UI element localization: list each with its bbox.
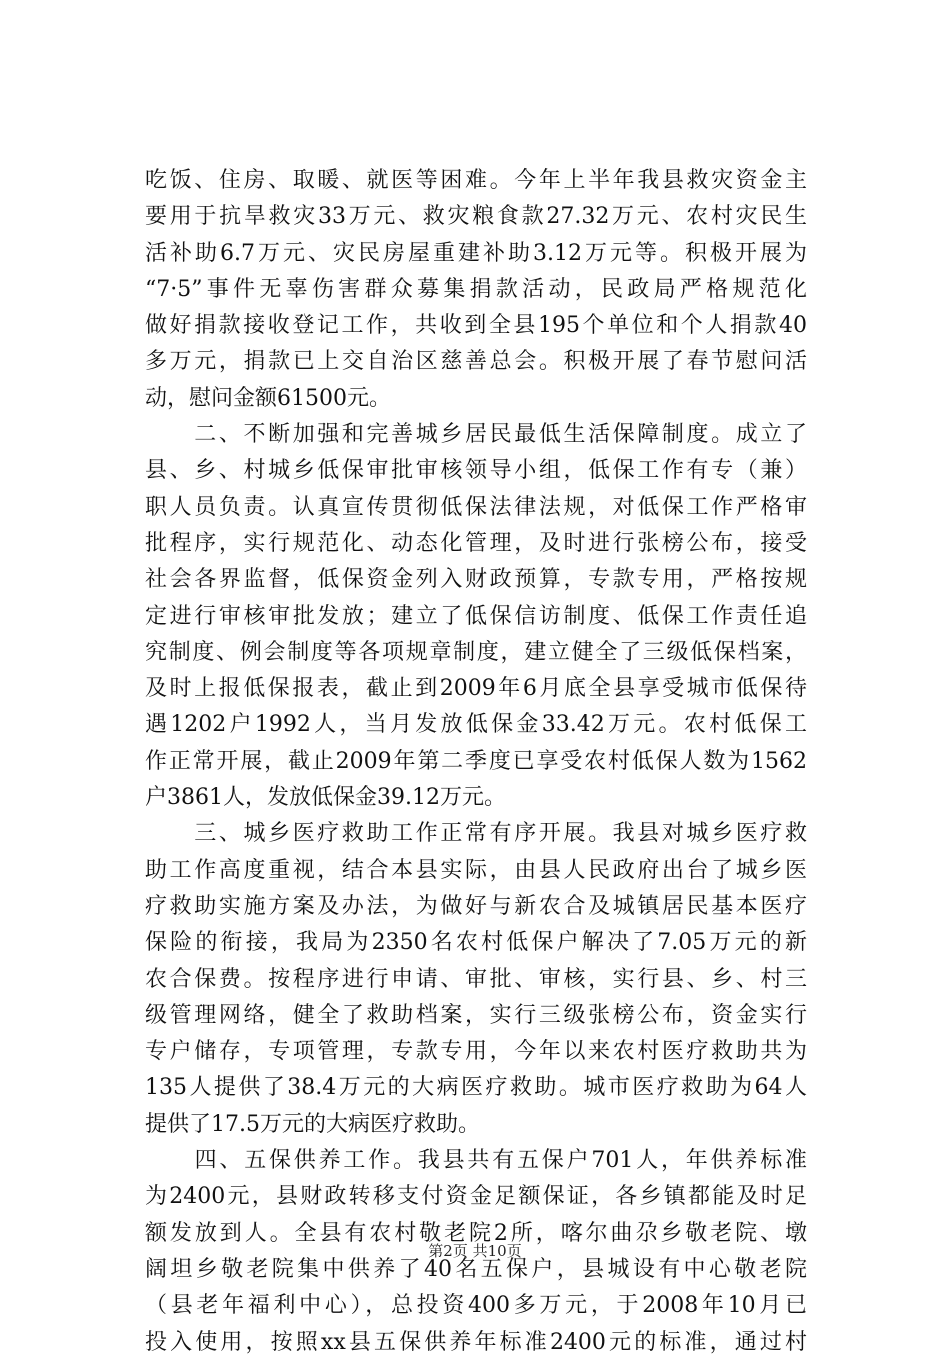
text-line: 四、五保供养工作。我县共有五保户701人，年供养标准 <box>145 1148 807 1174</box>
text-line: 定进行审核审批发放；建立了低保信访制度、低保工作责任追 <box>145 603 807 629</box>
text-line: 县、乡、村城乡低保审批审核领导小组，低保工作有专（兼） <box>145 458 807 484</box>
text-line: 作正常开展，截止2009年第二季度已享受农村低保人数为1562 <box>145 748 807 774</box>
text-line: 社会各界监督，低保资金列入财政预算，专款专用，严格按规 <box>145 567 807 593</box>
text-line: 阔坦乡敬老院集中供养了40名五保户，县城设有中心敬老院 <box>145 1256 807 1282</box>
text-line: 投入使用，按照xx县五保供养年标准2400元的标准，通过村 <box>145 1329 807 1355</box>
text-line: 135人提供了38.4万元的大病医疗救助。城市医疗救助为64人 <box>145 1075 807 1101</box>
page-footer: 第2页 共10页 <box>428 1242 522 1260</box>
document-body <box>145 163 807 1361</box>
text-line: 及时上报低保报表，截止到2009年6月底全县享受城市低保待 <box>145 676 807 702</box>
text-line: 要用于抗旱救灾33万元、救灾粮食款27.32万元、农村灾民生 <box>145 204 807 230</box>
text-line: 三、城乡医疗救助工作正常有序开展。我县对城乡医疗救 <box>145 821 807 847</box>
text-line: 动，慰问金额61500元。 <box>145 385 391 411</box>
text-line: 做好捐款接收登记工作，共收到全县195个单位和个人捐款40 <box>145 313 807 339</box>
text-line: 农合保费。按程序进行申请、审批、审核，实行县、乡、村三 <box>145 966 807 992</box>
text-line: 吃饭、住房、取暖、就医等困难。今年上半年我县救灾资金主 <box>145 168 807 193</box>
text-line: 保险的衔接，我局为2350名农村低保户解决了7.05万元的新 <box>145 930 807 956</box>
text-line: 多万元，捐款已上交自治区慈善总会。积极开展了春节慰问活 <box>145 349 807 375</box>
text-line: （县老年福利中心），总投资400多万元，于2008年10月已 <box>145 1293 807 1319</box>
text-line: “7·5”事件无辜伤害群众募集捐款活动，民政局严格规范化 <box>145 276 807 302</box>
text-line: 额发放到人。全县有农村敬老院2所，喀尔曲尕乡敬老院、墩 <box>145 1220 807 1246</box>
text-line: 专户储存，专项管理，专款专用，今年以来农村医疗救助共为 <box>145 1039 807 1065</box>
text-line: 助工作高度重视，结合本县实际，由县人民政府出台了城乡医 <box>145 857 807 883</box>
text-line: 级管理网络，健全了救助档案，实行三级张榜公布，资金实行 <box>145 1002 807 1028</box>
text-line: 为2400元，县财政转移支付资金足额保证，各乡镇都能及时足 <box>145 1184 807 1210</box>
text-line: 疗救助实施方案及办法，为做好与新农合及城镇居民基本医疗 <box>145 893 807 919</box>
text-line: 提供了17.5万元的大病医疗救助。 <box>145 1111 480 1137</box>
text-line: 遇1202户1992人，当月发放低保金33.42万元。农村低保工 <box>145 712 807 738</box>
text-line: 职人员负责。认真宣传贯彻低保法律法规，对低保工作严格审 <box>145 494 807 520</box>
text-line: 批程序，实行规范化、动态化管理，及时进行张榜公布，接受 <box>145 530 807 556</box>
text-line: 活补助6.7万元、灾民房屋重建补助3.12万元等。积极开展为 <box>145 240 807 266</box>
text-line: 二、不断加强和完善城乡居民最低生活保障制度。成立了 <box>145 422 807 448</box>
text-line: 户3861人，发放低保金39.12万元。 <box>145 785 506 811</box>
text-line: 究制度、例会制度等各项规章制度，建立健全了三级低保档案， <box>145 639 807 665</box>
